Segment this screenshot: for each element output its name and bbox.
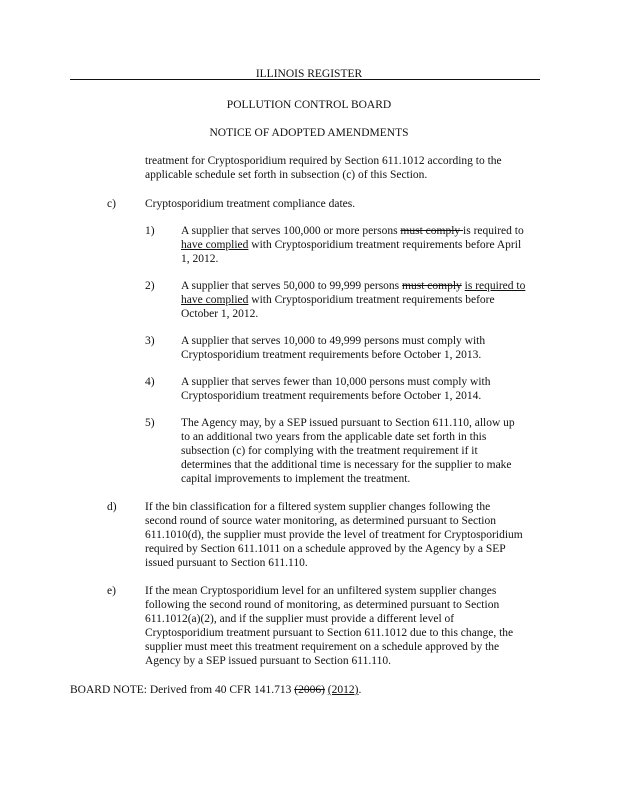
struck-text: must comply (400, 225, 464, 237)
subsection-e-line-3: 611.1012(a)(2), and if the supplier must provide a different level of (145, 613, 455, 625)
subsection-d-line-2: second round of source water monitoring, as determined pursuant to Section (145, 515, 496, 527)
item-5-line-4: determines that the additional time is necessary for the supplier to make (181, 459, 512, 471)
subsection-e-label: e) (107, 585, 116, 597)
intro-line-2: applicable schedule set forth in subsection (c) of this Section. (145, 169, 428, 181)
subsection-e-line-6: Agency by a SEP issued pursuant to Section 611.110. (145, 655, 391, 667)
header-rule (70, 79, 540, 80)
inserted-text: have complied (181, 294, 249, 306)
subsection-e-line-5: supplier must meet this treatment requirement on a schedule approved by the (145, 641, 500, 653)
item-4-line-2: Cryptosporidium treatment requirements before October 1, 2014. (181, 390, 482, 402)
item-5-line-3: subsection (c) for complying with the treatment requirement if it (181, 445, 478, 457)
subsection-d-label: d) (107, 501, 117, 513)
board-note: BOARD NOTE: Derived from 40 CFR 141.713 (2006) (2012). (70, 684, 362, 696)
item-2-line-2: have complied with Cryptosporidium treatment requirements before (181, 294, 495, 306)
subsection-e-line-4: Cryptosporidium treatment pursuant to Section 611.1012 due to this change, the (145, 627, 514, 639)
subsection-d-line-4: required by Section 611.1011 on a schedule approved by the Agency by a SEP (145, 543, 506, 555)
item-3-number: 3) (145, 335, 155, 347)
notice-title: NOTICE OF ADOPTED AMENDMENTS (209, 127, 409, 139)
item-1-number: 1) (145, 225, 155, 237)
inserted-text: is required to (464, 280, 526, 292)
subsection-c-title: Cryptosporidium treatment compliance dates. (145, 198, 356, 210)
struck-text: (2006) (294, 684, 325, 696)
item-2-line-1: A supplier that serves 50,000 to 99,999 persons must comply is required to (181, 280, 526, 292)
item-2-number: 2) (145, 280, 155, 292)
item-1-line-1: A supplier that serves 100,000 or more persons must comply is required to (181, 225, 524, 237)
item-3-line-1: A supplier that serves 10,000 to 49,999 persons must comply with (181, 335, 486, 347)
item-1-line-2: have complied with Cryptosporidium treatment requirements before April (181, 239, 522, 251)
board-title: POLLUTION CONTROL BOARD (226, 99, 392, 111)
inserted-text: have complied (181, 239, 249, 251)
item-4-number: 4) (145, 376, 155, 388)
item-3-line-2: Cryptosporidium treatment requirements before October 1, 2013. (181, 349, 482, 361)
item-1-line-3: 1, 2012. (181, 253, 219, 265)
subsection-d-line-3: 611.1010(d), the supplier must provide the level of treatment for Cryptosporidium (145, 529, 523, 541)
inserted-text: (2012) (327, 684, 359, 696)
struck-text: must comply (402, 280, 462, 292)
item-5-number: 5) (145, 417, 155, 429)
item-5-line-1: The Agency may, by a SEP issued pursuant to Section 611.110, allow up (181, 417, 515, 429)
item-5-line-5: capital improvements to implement the treatment. (181, 473, 411, 485)
subsection-d-line-1: If the bin classification for a filtered system supplier changes following the (145, 501, 491, 513)
item-2-line-3: October 1, 2012. (181, 308, 259, 320)
subsection-e-line-2: following the second round of monitoring, as determined pursuant to Section (145, 599, 500, 611)
register-title: ILLINOIS REGISTER (255, 68, 363, 80)
intro-line-1: treatment for Cryptosporidium required by Section 611.1012 according to the (145, 155, 502, 167)
subsection-d-line-5: issued pursuant to Section 611.110. (145, 557, 308, 569)
subsection-c-label: c) (107, 198, 116, 210)
item-5-line-2: to an additional two years from the applicable date set forth in this (181, 431, 487, 443)
subsection-e-line-1: If the mean Cryptosporidium level for an unfiltered system supplier changes (145, 585, 497, 597)
item-4-line-1: A supplier that serves fewer than 10,000 persons must comply with (181, 376, 491, 388)
